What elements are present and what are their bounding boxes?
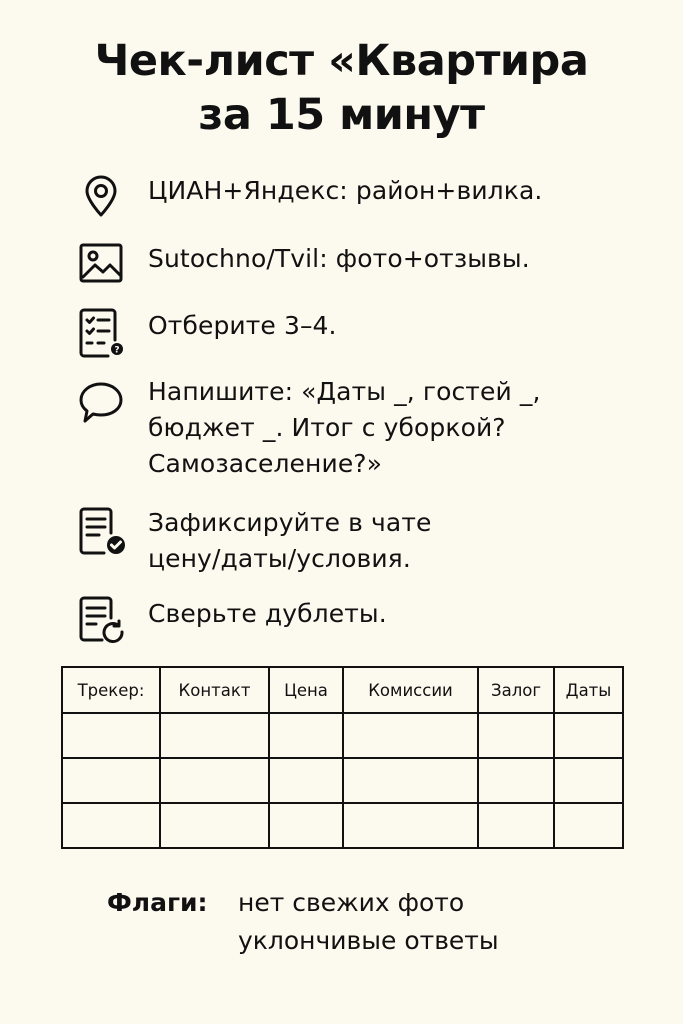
- table-cell[interactable]: [554, 713, 623, 758]
- title-line-2: за 15 минут: [198, 90, 485, 140]
- table-cell[interactable]: [160, 713, 269, 758]
- checklist-item-text: Sutochno/Tvil: фото+отзывы.: [148, 244, 530, 273]
- checklist-item-text: Отберите 3–4.: [148, 311, 337, 340]
- table-cell[interactable]: [478, 713, 554, 758]
- tracker-header-dates: Даты: [554, 667, 623, 713]
- table-cell[interactable]: [62, 803, 160, 848]
- speech-bubble-icon: [78, 380, 124, 426]
- table-cell[interactable]: [554, 803, 623, 848]
- checklist-item-text: Напишите: «Даты _, гостей _, бюджет _. Итог с уборкой? Самозаселение?»: [148, 377, 541, 478]
- location-pin-icon: [78, 173, 124, 219]
- checklist-item-text: ЦИАН+Яндекс: район+вилка.: [148, 176, 543, 205]
- document-refresh-icon: [78, 596, 124, 642]
- table-cell[interactable]: [62, 758, 160, 803]
- tracker-header-tracker: Трекер:: [62, 667, 160, 713]
- tracker-header-fees: Комиссии: [343, 667, 478, 713]
- table-cell[interactable]: [269, 758, 343, 803]
- tracker-header-contact: Контакт: [160, 667, 269, 713]
- checklist-item-text: Сверьте дублеты.: [148, 599, 387, 628]
- table-cell[interactable]: [160, 803, 269, 848]
- document-check-icon: [78, 507, 124, 553]
- table-cell[interactable]: [269, 803, 343, 848]
- table-cell[interactable]: [478, 803, 554, 848]
- flags-label: Флаги:: [107, 888, 208, 917]
- title-line-1: Чек-лист «Квартира: [94, 36, 589, 86]
- flag-item: нет свежих фото: [238, 888, 465, 917]
- table-row: [62, 713, 623, 758]
- checklist-icon: [78, 308, 124, 354]
- table-row: [62, 758, 623, 803]
- image-icon: [78, 241, 124, 287]
- tracker-header-row: [62, 667, 623, 713]
- table-cell[interactable]: [269, 713, 343, 758]
- page-title: [0, 34, 683, 142]
- table-row: [62, 803, 623, 848]
- checklist-item-text: Зафиксируйте в чате цену/даты/условия.: [148, 508, 432, 573]
- table-cell[interactable]: [62, 713, 160, 758]
- table-cell[interactable]: [478, 758, 554, 803]
- table-cell[interactable]: [343, 758, 478, 803]
- tracker-header-deposit: Залог: [478, 667, 554, 713]
- table-cell[interactable]: [160, 758, 269, 803]
- table-cell[interactable]: [554, 758, 623, 803]
- table-cell[interactable]: [343, 803, 478, 848]
- flags-list: [238, 884, 499, 960]
- tracker-table: [61, 666, 624, 849]
- table-cell[interactable]: [343, 713, 478, 758]
- tracker-header-price: Цена: [269, 667, 343, 713]
- svg-text:?: ?: [114, 345, 120, 356]
- flag-item: уклончивые ответы: [238, 926, 499, 955]
